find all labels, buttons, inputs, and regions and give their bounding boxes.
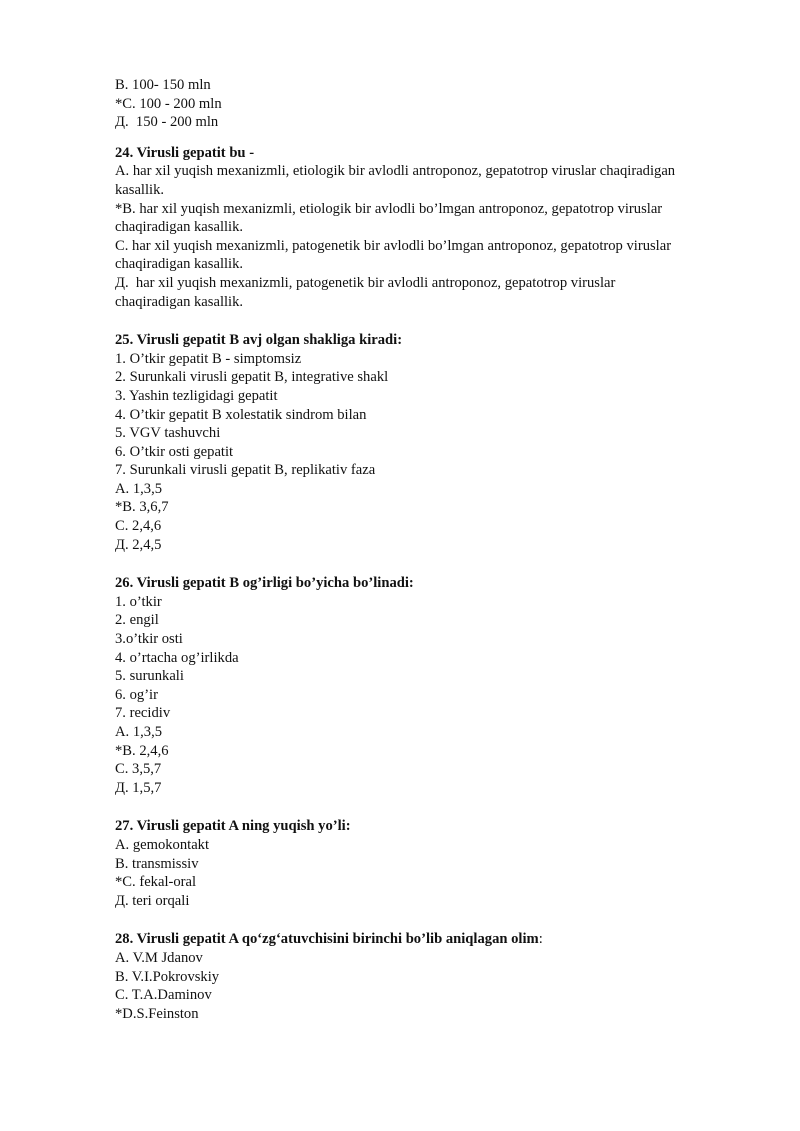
answer-line: C. har xil yuqish mexanizmli, patogenetik bir avlodli bo’lmgan antroponoz, gepatotrop viruslar [115,237,672,254]
answer-line: *B. 2,4,6 [115,742,169,759]
question-block [115,930,740,1023]
previous-question-options [115,76,740,132]
answer-line: A. 1,3,5 [115,480,163,497]
answer-line: Д. har xil yuqish mexanizmli, patogenetik bir avlodli antroponoz, gepatotrop viruslar [115,274,616,291]
answer-line: 4. O’tkir gepatit B xolestatik sindrom bilan [115,406,367,423]
answer-line: C. T.A.Daminov [115,987,212,1004]
answer-line: B. transmissiv [115,855,199,872]
answer-line: B. V.I.Pokrovskiy [115,968,220,985]
question-title-line [115,574,740,593]
answer-line: 1. O’tkir gepatit B - simptomsiz [115,350,302,367]
answer-line: 2. Surunkali virusli gepatit B, integrative shakl [115,369,389,386]
answer-line: chaqiradigan kasallik. [115,293,244,310]
answer-line: 5. surunkali [115,668,184,685]
answer-line: 6. og’ir [115,686,158,703]
answer-line: *C. fekal-oral [115,874,197,891]
answer-line: chaqiradigan kasallik. [115,219,244,236]
answer-line: A. har xil yuqish mexanizmli, etiologik bir avlodli antroponoz, gepatotrop viruslar chaqiradigan [115,163,676,180]
answer-line: A. 1,3,5 [115,724,163,740]
answer-line: kasallik. [115,181,165,198]
question-title: 26. Virusli gepatit B og’irligi bo’yicha bo’linadi: [115,575,414,592]
question-title: 24. Virusli gepatit bu - [115,144,255,161]
question-title: 28. Virusli gepatit A qo‘zg‘atuvchisini birinchi bo’lib aniqlagan olim [115,931,539,948]
answer-line: 1. o’tkir [115,593,162,610]
questions-list [115,144,740,1024]
question-title-line [115,930,740,949]
answer-line: 3. Yashin tezligidagi gepatit [115,387,278,404]
question-block [115,574,740,797]
question-block [115,331,740,554]
answer-line: Д. 2,4,5 [115,536,162,553]
question-title-line [115,817,740,836]
answer-line: C. 2,4,6 [115,518,162,535]
answer-line: C. 3,5,7 [115,761,162,778]
answer-line: 2. engil [115,612,159,629]
answer-line: *D.S.Feinston [115,1005,199,1022]
answer-line: Д. 1,5,7 [115,779,162,796]
question-title-line [115,144,740,163]
answer-line: 6. O’tkir osti gepatit [115,443,234,460]
answer-line: 7. recidiv [115,705,171,722]
document-page [115,76,740,1023]
answer-line: 5. VGV tashuvchi [115,425,221,442]
answer-line: chaqiradigan kasallik. [115,256,244,273]
question-title-suffix: : [538,931,543,948]
question-title-line [115,331,740,350]
answer-line: 7. Surunkali virusli gepatit B, replikativ faza [115,462,376,479]
answer-line: *B. har xil yuqish mexanizmli, etiologik bir avlodli bo’lmgan antroponoz, gepatotrop viruslar [115,200,663,217]
question-title: 25. Virusli gepatit B avj olgan shakliga kiradi: [115,332,403,349]
option-line: *C. 100 - 200 mln [115,95,222,112]
answer-line: 4. o’rtacha og’irlikda [115,649,239,666]
answer-line: Д. teri orqali [115,892,190,909]
question-block [115,817,740,910]
option-line: B. 100- 150 mln [115,77,211,93]
answer-line: 3.o’tkir osti [115,631,183,648]
question-title: 27. Virusli gepatit A ning yuqish yo’li: [115,818,351,835]
question-block [115,144,740,311]
option-line: Д. 150 - 200 mln [115,114,219,131]
answer-line: *B. 3,6,7 [115,499,169,516]
answer-line: A. gemokontakt [115,836,210,853]
answer-line: A. V.M Jdanov [115,949,203,966]
